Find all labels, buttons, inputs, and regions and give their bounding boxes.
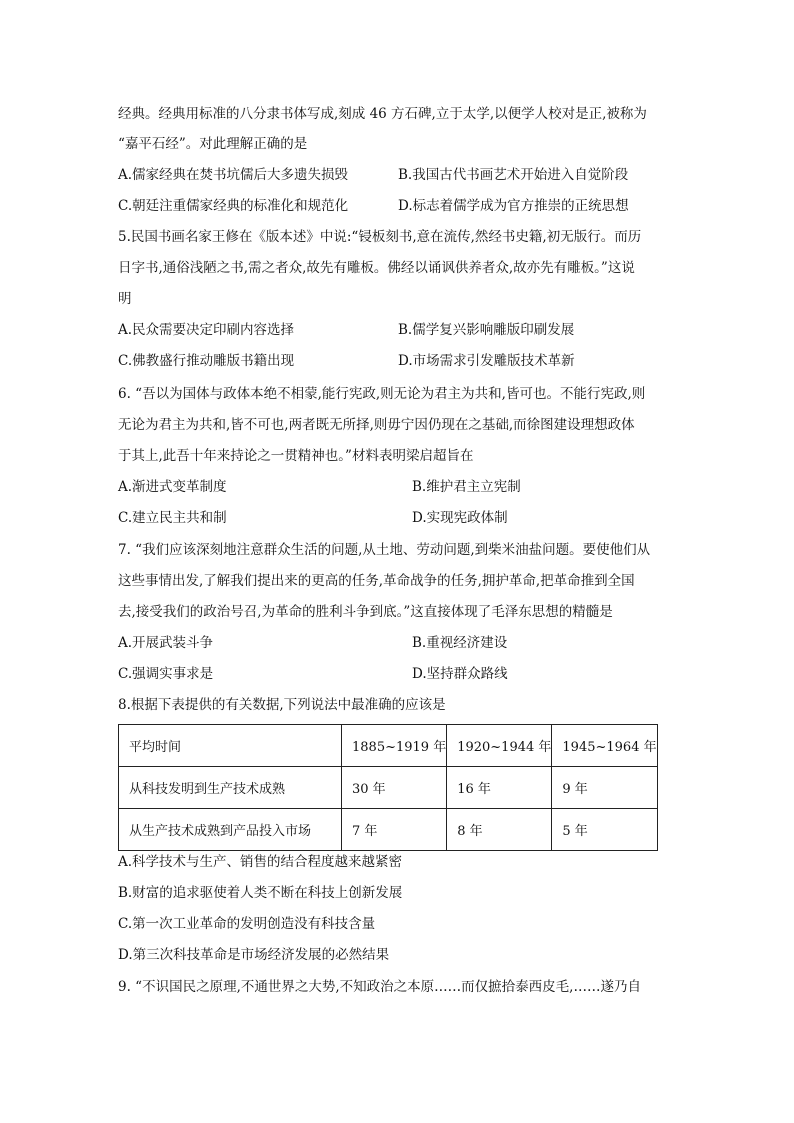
table-header-cell: 1885~1919 年	[342, 725, 447, 767]
table-cell: 7 年	[342, 809, 447, 851]
table-cell: 从生产技术成熟到产品投入市场	[119, 809, 342, 851]
table-cell: 30 年	[342, 767, 447, 809]
q8-stem: 8.根据下表提供的有关数据,下列说法中最准确的应该是	[118, 697, 446, 713]
table-header-cell: 1945~1964 年	[552, 725, 657, 767]
q6-option-a: A.渐进式变革制度	[118, 479, 227, 495]
table-header-cell: 平均时间	[119, 725, 342, 767]
q6-option-d: D.实现宪政体制	[412, 510, 508, 526]
q8-data-table	[118, 724, 658, 851]
q8-option-b: B.财富的追求驱使着人类不断在科技上创新发展	[118, 885, 403, 901]
q8-option-d: D.第三次科技革命是市场经济发展的必然结果	[118, 947, 390, 963]
q9-stem-line-1: 9. “不识国民之原理,不通世界之大势,不知政治之本原……而仅摭拾泰西皮毛,……遂乃自	[118, 979, 641, 995]
table-row	[119, 767, 658, 809]
q4-stem-line-1: 经典。经典用标准的八分隶书体写成,刻成 46 方石碑,立于太学,以便学人校对是正,被称为	[118, 106, 647, 122]
table-cell: 16 年	[447, 767, 552, 809]
q7-option-c: C.强调实事求是	[118, 666, 214, 682]
q5-option-a: A.民众需要决定印刷内容选择	[118, 322, 295, 338]
table-header-cell: 1920~1944 年	[447, 725, 552, 767]
q5-option-c: C.佛教盛行推动雕版书籍出现	[118, 353, 295, 369]
q4-option-d: D.标志着儒学成为官方推崇的正统思想	[398, 198, 629, 214]
q6-option-b: B.维护君主立宪制	[412, 479, 521, 495]
q4-option-c: C.朝廷注重儒家经典的标准化和规范化	[118, 198, 349, 214]
q6-stem-line-2: 无论为君主为共和,皆不可也,两者既无所择,则毋宁因仍现在之基础,而徐图建设理想政体	[118, 417, 635, 433]
q4-stem-line-2: “嘉平石经”。对此理解正确的是	[118, 136, 308, 152]
q6-option-c: C.建立民主共和制	[118, 510, 227, 526]
q7-stem-line-3: 去,接受我们的政治号召,为革命的胜利斗争到底。”这直接体现了毛泽东思想的精髓是	[118, 604, 613, 620]
table-cell: 从科技发明到生产技术成熟	[119, 767, 342, 809]
q5-option-d: D.市场需求引发雕版技术革新	[398, 353, 575, 369]
q7-option-a: A.开展武装斗争	[118, 635, 214, 651]
q8-option-a: A.科学技术与生产、销售的结合程度越来越紧密	[118, 854, 403, 870]
q5-stem-line-1: 5.民国书画名家王修在《版本述》中说:“锓板刻书,意在流传,然经书史籍,初无版行。而历	[118, 229, 642, 245]
q7-stem-line-2: 这些事情出发,了解我们提出来的更高的任务,革命战争的任务,拥护革命,把革命推到全国	[118, 573, 635, 589]
table-cell: 5 年	[552, 809, 657, 851]
q5-stem-line-3: 明	[118, 291, 132, 307]
q6-stem-line-3: 于其上,此吾十年来持论之一贯精神也。”材料表明梁启超旨在	[118, 448, 474, 464]
q6-stem-line-1: 6. “吾以为国体与政体本绝不相蒙,能行宪政,则无论为君主为共和,皆可也。不能行宪政,则	[118, 386, 646, 402]
q7-stem-line-1: 7. “我们应该深刻地注意群众生活的问题,从土地、劳动问题,到柴米油盐问题。要使他们从	[118, 542, 651, 558]
q7-option-d: D.坚持群众路线	[412, 666, 508, 682]
q4-option-b: B.我国古代书画艺术开始进入自觉阶段	[398, 167, 629, 183]
table-header-row	[119, 725, 658, 767]
table-cell: 9 年	[552, 767, 657, 809]
table-row	[119, 809, 658, 851]
q5-stem-line-2: 日字书,通俗浅陋之书,需之者众,故先有雕板。佛经以诵讽供养者众,故亦先有雕板。”这说	[118, 260, 635, 276]
q8-option-c: C.第一次工业革命的发明创造没有科技含量	[118, 916, 376, 932]
q5-option-b: B.儒学复兴影响雕版印刷发展	[398, 322, 575, 338]
q4-option-a: A.儒家经典在焚书坑儒后大多遗失损毁	[118, 167, 349, 183]
q7-option-b: B.重视经济建设	[412, 635, 508, 651]
table-cell: 8 年	[447, 809, 552, 851]
